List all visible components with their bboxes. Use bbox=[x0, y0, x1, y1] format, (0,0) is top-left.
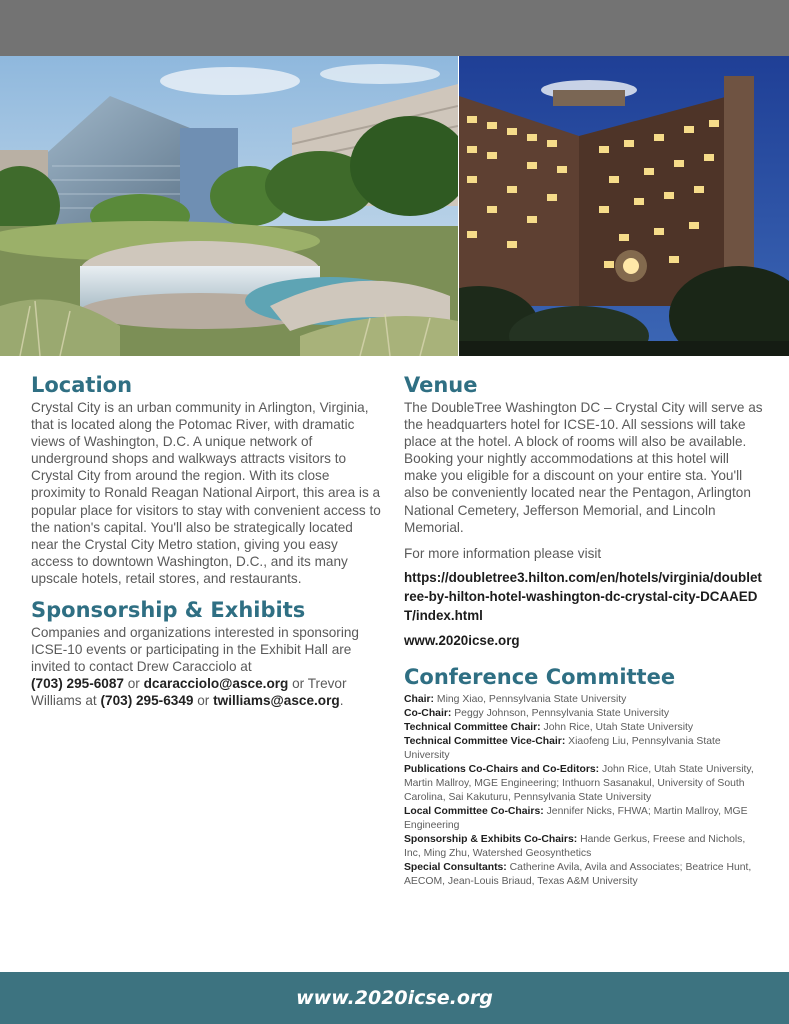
right-column bbox=[404, 372, 764, 889]
footer-band bbox=[0, 972, 789, 1024]
committee-role: Technical Committee Chair: bbox=[404, 721, 541, 733]
committee-role: Chair: bbox=[404, 693, 435, 705]
committee-names: Xiaofeng Liu, Pennsylvania State University bbox=[404, 735, 721, 761]
committee-row bbox=[404, 693, 764, 707]
location-heading: Location bbox=[31, 373, 133, 397]
committee-row bbox=[404, 707, 764, 721]
committee-names: Hande Gerkus, Freese and Nichols, Inc, Ming Zhu, Watershed Geosynthetics bbox=[404, 833, 746, 859]
hotel-link[interactable]: https://doubletree3.hilton.com/en/hotels/virginia/doubletree-by-hilton-hotel-washington-dc-crystal-city-DCAAEDT/index.html bbox=[404, 569, 762, 623]
committee-role: Technical Committee Vice-Chair: bbox=[404, 735, 566, 747]
committee-row bbox=[404, 763, 764, 805]
committee-role: Sponsorship & Exhibits Co-Chairs: bbox=[404, 833, 578, 845]
committee-names: John Rice, Utah State University, Martin Mallroy, MGE Engineering; Inthuorn Sasanakul, University of South Carolina, Sai Kakuturu, Pennsylvania State University bbox=[404, 763, 754, 803]
committee-list bbox=[404, 693, 764, 889]
sponsorship-phone-2: (703) 295-6349 bbox=[100, 693, 194, 709]
committee-row bbox=[404, 805, 764, 833]
committee-role: Publications Co-Chairs and Co-Editors: bbox=[404, 763, 600, 775]
sponsorship-email-1[interactable]: dcaracciolo@asce.org bbox=[143, 676, 289, 692]
sponsorship-end: . bbox=[339, 693, 344, 709]
sponsorship-mid: or Trevor Williams at bbox=[31, 676, 347, 709]
doubletree-hotel-photo bbox=[459, 56, 789, 356]
venue-body: The DoubleTree Washington DC – Crystal City will serve as the headquarters hotel for ICSE-10. All sessions will take place at the hotel. A block of rooms will also be available. Booking your nightly accommodations at this hotel will make you eligible for a discount on your entire sta. You'll also be conveniently located near the Pentagon, Arlington National Cemetery, Jefferson Memorial, and Lincoln Memorial. bbox=[404, 400, 763, 535]
sponsorship-phone-1: (703) 295-6087 bbox=[31, 676, 124, 692]
committee-row bbox=[404, 861, 764, 889]
committee-names: Catherine Avila, Avila and Associates; Beatrice Hunt, AECOM, Jean-Louis Briaud, Texas A&M University bbox=[404, 861, 752, 887]
committee-row bbox=[404, 721, 764, 735]
committee-names: Peggy Johnson, Pennsylvania State University bbox=[451, 707, 670, 719]
sponsorship-body bbox=[31, 624, 381, 709]
committee-role: Co-Chair: bbox=[404, 707, 452, 719]
venue-heading: Venue bbox=[404, 373, 478, 397]
sponsorship-or-1: or bbox=[123, 676, 144, 692]
crystal-city-fountain-photo bbox=[0, 56, 458, 356]
sponsorship-or-2: or bbox=[193, 693, 214, 709]
left-column bbox=[31, 372, 381, 710]
committee-role: Local Committee Co-Chairs: bbox=[404, 805, 544, 817]
committee-row bbox=[404, 735, 764, 763]
committee-names: Jennifer Nicks, FHWA; Martin Mallroy, MGE Engineering bbox=[404, 805, 748, 831]
footer-url[interactable]: www.2020icse.org bbox=[296, 987, 493, 1009]
committee-role: Special Consultants: bbox=[404, 861, 507, 873]
committee-names: Ming Xiao, Pennsylvania State University bbox=[434, 693, 627, 705]
venue-more-info: For more information please visit bbox=[404, 545, 602, 561]
location-body: Crystal City is an urban community in Arlington, Virginia, that is located along the Potomac River, with dramatic views of Washington, D.C. A unique network of underground shops and walkways attracts visitors to Crystal City from around the region. With its close proximity to Ronald Reagan National Airport, this area is a popular place for visitors to stay with convenient access to the nation's capital. You'll also be strategically located near the Crystal City Metro station, giving you easy access to downtown Washington, D.C., and its many upscale hotels, retail stores, and restaurants. bbox=[31, 400, 381, 586]
committee-heading: Conference Committee bbox=[404, 664, 676, 689]
committee-row bbox=[404, 833, 764, 861]
committee-names: John Rice, Utah State University bbox=[540, 721, 694, 733]
sponsorship-email-2[interactable]: twilliams@asce.org bbox=[213, 693, 340, 709]
sponsorship-intro: Companies and organizations interested in sponsoring ICSE-10 events or participating in the Exhibit Hall are invited to contact Drew Caracciolo at bbox=[31, 625, 359, 675]
sponsorship-heading: Sponsorship & Exhibits bbox=[31, 598, 306, 623]
site-link[interactable]: www.2020icse.org bbox=[404, 632, 520, 648]
top-gray-band bbox=[0, 0, 789, 56]
